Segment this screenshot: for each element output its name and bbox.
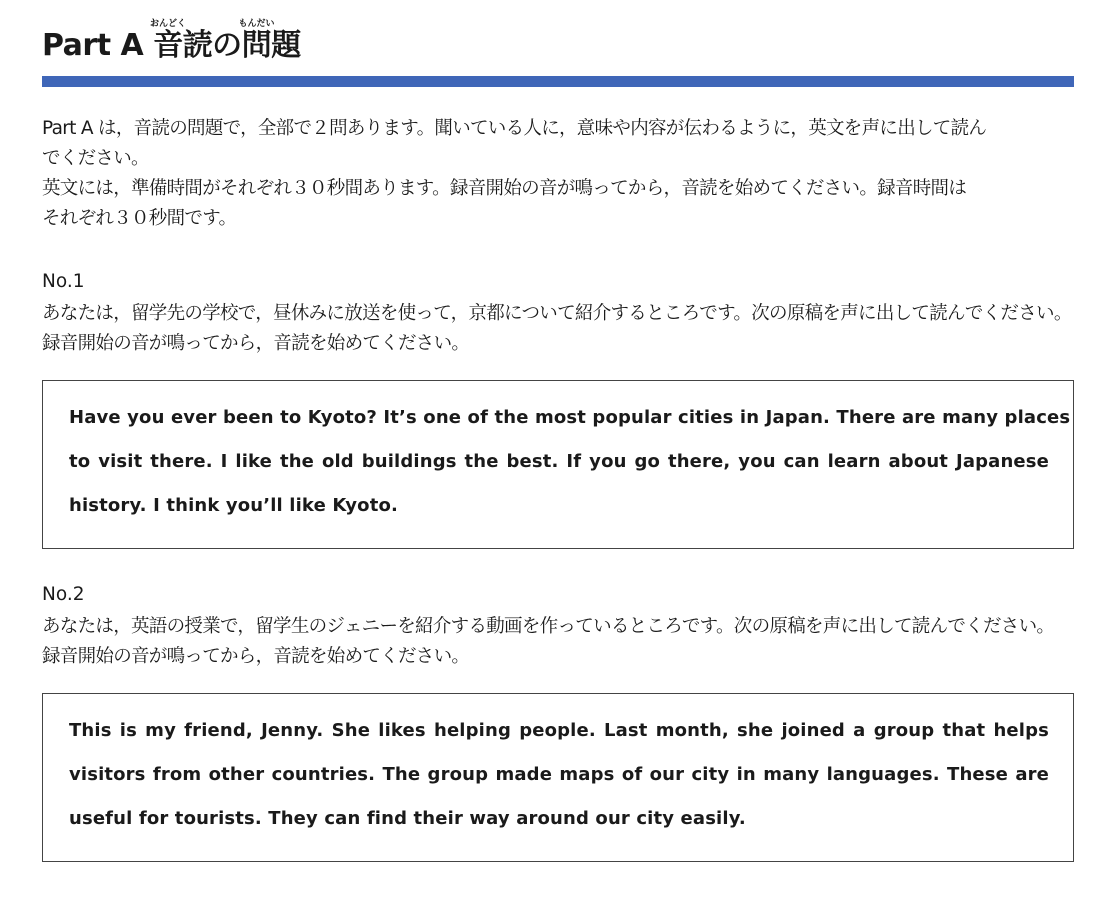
intro-paragraph [42,114,1082,234]
title-reading-mon: もんだい [238,19,275,29]
title-main: 音おんどく読の問もんだい題 [149,19,301,63]
instruction-line: 録音開始の音が鳴ってから，音読を始めてください。 [42,646,470,667]
question-2-label: No.2 [42,584,85,605]
question-2-instruction [42,612,1082,672]
intro-line: Part A は，音読の問題で，全部で２問あります。聞いている人に，意味や内容が伝わるように，英文を声に出して読ん [42,118,987,139]
passage-line: history. I think you’ll like Kyoto. [69,495,398,516]
passage-line: useful for tourists. They can find their way around our city easily. [69,808,746,829]
question-1-passage-box [42,380,1074,549]
intro-line: それぞれ３０秒間です。 [42,208,237,229]
instruction-line: あなたは，英語の授業で，留学生のジェニーを紹介する動画を作っているところです。次の原稿を声に出して読んでください。 [42,616,1055,637]
question-1-label: No.1 [42,271,85,292]
instruction-line: あなたは，留学先の学校で，昼休みに放送を使って，京都について紹介するところです。次の原稿を声に出して読んでください。 [42,303,1072,324]
passage-line: to visit there. I like the old buildings the best. If you go there, you can learn about Japanese [69,451,1049,472]
question-2-passage-box [42,693,1074,862]
question-1-instruction [42,299,1082,359]
passage-line: This is my friend, Jenny. She likes helping people. Last month, she joined a group that helps [69,720,1049,741]
passage-line: Have you ever been to Kyoto? It’s one of the most popular cities in Japan. There are many places [69,407,1071,428]
page-title [42,18,301,74]
intro-line: でください。 [42,148,149,169]
instruction-line: 録音開始の音が鳴ってから，音読を始めてください。 [42,333,470,354]
title-reading-on: おんどく [149,19,186,29]
title-accent-bar [42,76,1074,87]
passage-line: visitors from other countries. The group made maps of our city in many languages. These are [69,764,1049,785]
title-prefix: Part A [42,28,144,63]
intro-line: 英文には，準備時間がそれぞれ３０秒間あります。録音開始の音が鳴ってから，音読を始めてください。録音時間は [42,178,967,199]
